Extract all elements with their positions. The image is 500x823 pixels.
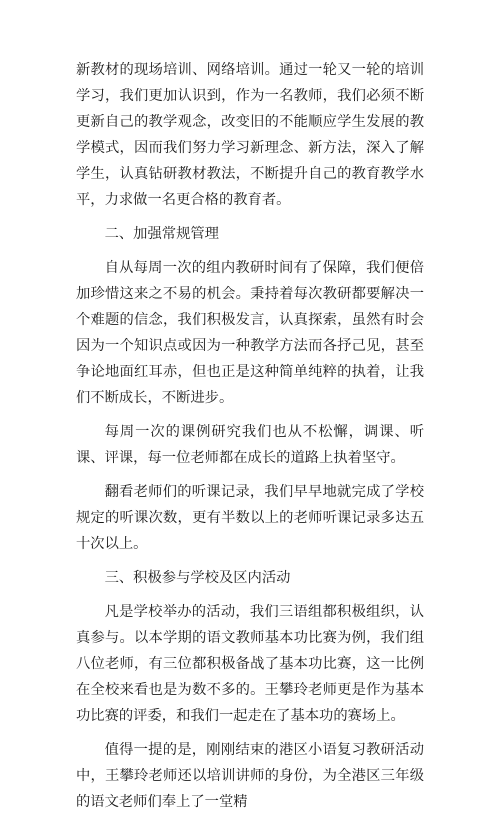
paragraph-lesson-study: 每周一次的课例研究我们也从不松懈，调课、听课、评课，每一位老师都在成长的道路上执着坚守。 xyxy=(76,424,424,466)
paragraph-school-activities: 凡是学校举办的活动，我们三语组都积极组织，认真参与。以本学期的语文教师基本功比赛为例，我们组八位老师，有三位都积极备战了基本功比赛，这一比例在全校来看也是为数不多的。王攀玲老师更是作为基本功比赛的评委，和我们一起走在了基本功的赛场上。 xyxy=(76,604,424,724)
section-heading-activities: 三、积极参与学校及区内活动 xyxy=(104,570,291,586)
paragraph-observation-records: 翻看老师们的听课记录，我们早早地就完成了学校规定的听课次数，更有半数以上的老师听课记录多达五十次以上。 xyxy=(76,484,424,552)
section-heading-routine-management: 二、加强常规管理 xyxy=(104,226,219,242)
paragraph-weekly-research: 自从每周一次的组内教研时间有了保障，我们便倍加珍惜这来之不易的机会。秉持着每次教研都要解决一个难题的信念，我们积极发言，认真探索，虽然有时会因为一个知识点或因为一种教学方法而各抒己见，甚至争论地面红耳赤，但也正是这种简单纯粹的执着，让我们不断成长，不断进步。 xyxy=(76,260,424,406)
document-page xyxy=(76,57,424,823)
paragraph-district-activity: 值得一提的是，刚刚结束的港区小语复习教研活动中，王攀玲老师还以培训讲师的身份，为全港区三年级的语文老师们奉上了一堂精 xyxy=(76,742,424,810)
paragraph-training: 新教材的现场培训、网络培训。通过一轮又一轮的培训学习，我们更加认识到，作为一名教师，我们必须不断更新自己的教学观念，改变旧的不能顺应学生发展的教学模式，因而我们努力学习新理念、新方法，深入了解学生，认真钻研教材教法，不断提升自己的教育教学水平，力求做一名更合格的教育者。 xyxy=(76,62,424,208)
